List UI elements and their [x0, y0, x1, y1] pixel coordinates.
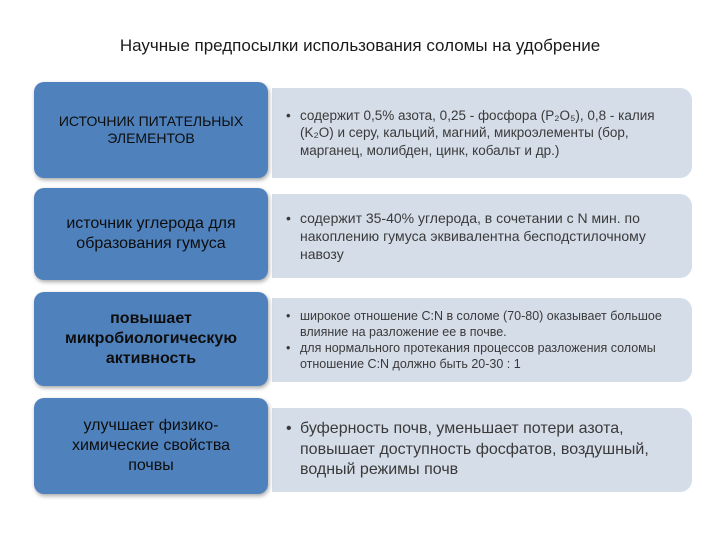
- bullet-text: буферность почв, уменьшает потери азота, повышает доступность фосфатов, воздушный, водный режимы почв: [300, 419, 649, 479]
- description-box: [272, 88, 692, 178]
- bullet-icon: •: [286, 309, 291, 323]
- description-box: [272, 298, 692, 382]
- bullet-text: содержит 35-40% углерода, в сочетании с N мин. по накоплению гумуса эквивалентна бесподстилочному навозу: [300, 209, 646, 263]
- bullet-icon: •: [286, 341, 291, 355]
- description-box: [272, 194, 692, 278]
- bullet-icon: •: [286, 107, 291, 123]
- label-box: [34, 398, 268, 494]
- label-text: повышает микробиологическую активность: [65, 310, 237, 367]
- label-text: ИСТОЧНИК ПИТАТЕЛЬНЫХ ЭЛЕМЕНТОВ: [58, 112, 244, 146]
- bullet-text: для нормального протекания процессов разложения соломы отношение C:N должно быть 20-30 : 1: [300, 341, 656, 371]
- slide-title: Научные предпосылки использования соломы на удобрение: [119, 36, 601, 55]
- list-item: [286, 308, 674, 340]
- description-box: [272, 408, 692, 492]
- list-item: [286, 107, 674, 160]
- bullet-text: содержит 0,5% азота, 0,25 - фосфора (P₂O₅), 0,8 - калия (K₂O) и серу, кальций, магний, микроэлементы (бор, марганец, молибден, цинк, кобальт и др.): [300, 107, 655, 158]
- label-box: [34, 292, 268, 386]
- label-text: источник углерода для образования гумуса: [66, 215, 236, 252]
- bullet-icon: •: [286, 209, 291, 226]
- label-box: [34, 82, 268, 178]
- list-item: [286, 419, 674, 481]
- bullet-icon: •: [286, 419, 292, 437]
- bullet-text: широкое отношение C:N в соломе (70-80) оказывает большое влияние на разложение ее в почве.: [300, 309, 662, 339]
- list-item: [286, 209, 674, 264]
- label-text: улучшает физико-химические свойства почвы: [71, 417, 231, 474]
- label-box: [34, 188, 268, 280]
- list-item: [286, 340, 674, 372]
